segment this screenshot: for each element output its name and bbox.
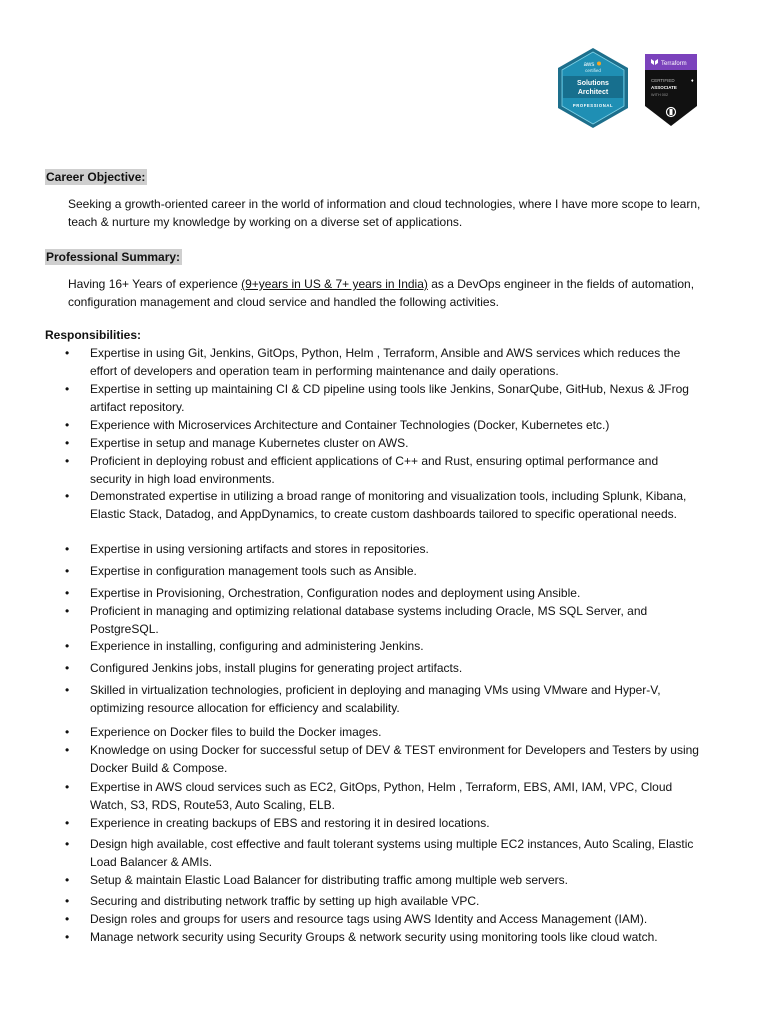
bullet-icon: •: [65, 743, 70, 757]
list-item-text: Expertise in AWS cloud services such as EC2, GitOps, Python, Helm , Terraform, EBS, AMI, IAM, VPC, Cloud Watch, S3, RDS, Route53, Auto Scaling, ELB.: [90, 780, 673, 812]
terraform-badge-line-2: ASSOCIATE: [651, 85, 677, 90]
list-item-text: Proficient in managing and optimizing relational database systems including Oracle, MS SQL Server, and PostgreSQL.: [90, 604, 648, 636]
bullet-icon: •: [65, 489, 70, 503]
bullet-icon: •: [65, 604, 70, 618]
bullet-icon: •: [65, 912, 70, 926]
list-item-text: Configured Jenkins jobs, install plugins for generating project artifacts.: [90, 661, 463, 675]
list-item-text: Securing and distributing network traffic by setting up high available VPC.: [90, 894, 480, 908]
aws-badge-title-2: Architect: [577, 89, 609, 96]
bullet-icon: •: [65, 873, 70, 887]
list-item-text: Expertise in using versioning artifacts and stores in repositories.: [90, 542, 429, 556]
bullet-icon: •: [65, 661, 70, 675]
summary-text-start: Having 16+ Years of experience: [68, 277, 242, 291]
bullet-icon: •: [65, 837, 70, 851]
list-item-text: Expertise in configuration management tools such as Ansible.: [90, 564, 417, 578]
list-item-text: Manage network security using Security Groups & network security using monitoring tools like cloud watch.: [90, 930, 658, 944]
aws-badge-title-1: Solutions: [577, 80, 609, 87]
responsibilities-heading: Responsibilities:: [45, 328, 142, 342]
summary-experience-split: (9+years in US & 7+ years in India): [241, 277, 428, 291]
list-item-text: Experience in creating backups of EBS and restoring it in desired locations.: [90, 816, 490, 830]
bullet-icon: •: [65, 894, 70, 908]
terraform-badge-brand: Terraform: [661, 61, 687, 67]
list-item-text: Skilled in virtualization technologies, proficient in deploying and managing VMs using VMware and Hyper-V, optimizing resource allocation for efficiency and scalability.: [90, 683, 661, 715]
list-item-text: Setup & maintain Elastic Load Balancer for distributing traffic among multiple web servers.: [90, 873, 569, 887]
terraform-associate-badge: [643, 52, 699, 128]
aws-badge-level: PROFESSIONAL: [572, 103, 614, 108]
list-item-text: Experience in installing, configuring and administering Jenkins.: [90, 639, 424, 653]
bullet-icon: •: [65, 930, 70, 944]
list-item-text: Design roles and groups for users and resource tags using AWS Identity and Access Management (IAM).: [90, 912, 648, 926]
aws-solutions-architect-badge: [556, 47, 630, 129]
professional-summary-text: [68, 276, 708, 311]
list-item-text: Expertise in Provisioning, Orchestration, Configuration nodes and deployment using Ansible.: [90, 586, 581, 600]
bullet-icon: •: [65, 346, 70, 360]
bullet-icon: •: [65, 780, 70, 794]
bullet-icon: •: [65, 586, 70, 600]
bullet-icon: •: [65, 816, 70, 830]
bullet-icon: •: [65, 382, 70, 396]
bullet-icon: •: [65, 639, 70, 653]
list-item-text: Knowledge on using Docker for successful setup of DEV & TEST environment for Developers and Testers by using Docker Build & Compose.: [90, 743, 699, 775]
list-item-text: Expertise in setting up maintaining CI & CD pipeline using tools like Jenkins, SonarQube, GitHub, Nexus & JFrog artifact repository.: [90, 382, 689, 414]
bullet-icon: •: [65, 436, 70, 450]
svg-text:♦: ♦: [691, 78, 694, 84]
bullet-icon: •: [65, 564, 70, 578]
list-item-text: Design high available, cost effective and fault tolerant systems using multiple EC2 instances, Auto Scaling, Elastic Load Balancer & AMIs.: [90, 837, 694, 869]
terraform-badge-line-1: CERTIFIED: [651, 78, 675, 83]
terraform-badge-line-3: WITH 002: [651, 93, 669, 97]
list-item-text: Experience on Docker files to build the Docker images.: [90, 725, 382, 739]
career-objective-heading: Career Objective:: [46, 170, 146, 184]
certification-badges: [556, 47, 706, 137]
summary-text-end: as a DevOps engineer in the fields of automation, configuration management and cloud service and handled the following activities.: [68, 277, 695, 309]
list-item-text: Expertise in setup and manage Kubernetes cluster on AWS.: [90, 436, 409, 450]
list-item-text: Proficient in deploying robust and efficient applications of C++ and Rust, ensuring optimal performance and security in high load environments.: [90, 454, 659, 486]
bullet-icon: •: [65, 454, 70, 468]
professional-summary-heading: Professional Summary:: [46, 250, 181, 264]
bullet-icon: •: [65, 418, 70, 432]
career-objective-text: Seeking a growth-oriented career in the world of information and cloud technologies, where I have more scope to learn, teach & nurture my knowledge by working on a diverse set of applications.: [68, 197, 701, 229]
bullet-icon: •: [65, 683, 70, 697]
list-item-text: Demonstrated expertise in utilizing a broad range of monitoring and visualization tools, including Splunk, Kibana, Elastic Stack, Datadog, and AppDynamics, to create custom dashboards tailored to specific operational needs.: [90, 489, 687, 521]
aws-badge-sub: certified: [585, 68, 601, 73]
list-item-text: Expertise in using Git, Jenkins, GitOps, Python, Helm , Terraform, Ansible and AWS services which reduces the effort of developers and operation team in performing maintenance and daily operations.: [90, 346, 681, 378]
bullet-icon: •: [65, 542, 70, 556]
aws-badge-brand: aws: [583, 62, 595, 68]
bullet-icon: •: [65, 725, 70, 739]
list-item-text: Experience with Microservices Architecture and Container Technologies (Docker, Kubernetes etc.): [90, 418, 610, 432]
